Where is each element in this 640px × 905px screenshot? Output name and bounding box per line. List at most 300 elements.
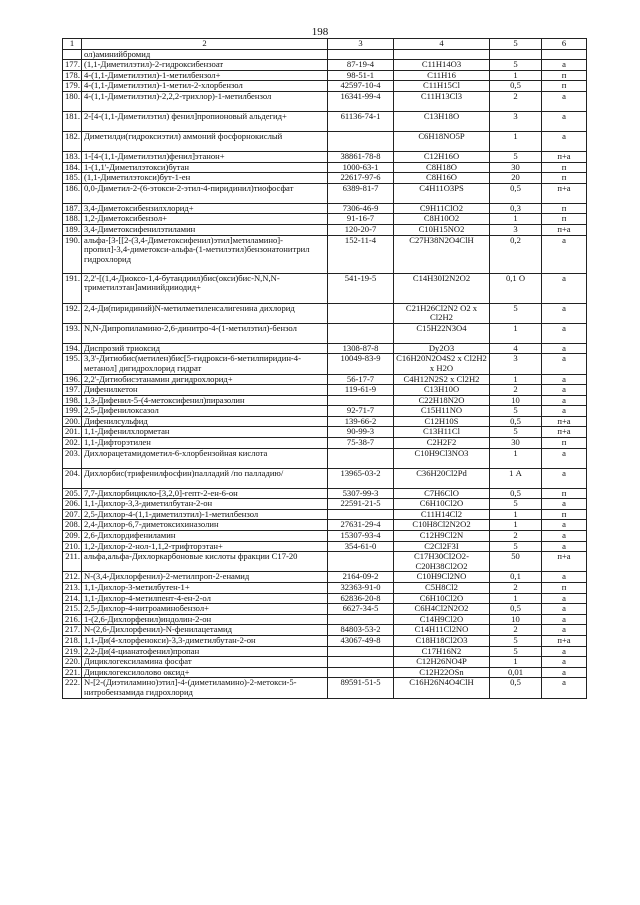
- number-cell: 191.: [63, 273, 82, 303]
- value-cell: 2: [490, 531, 542, 542]
- cas-cell: 1000-63-1: [328, 162, 394, 173]
- table-row: [63, 60, 587, 71]
- formula-cell: C12H10S: [394, 416, 490, 427]
- name-cell: Диметилди(гидроксиэтил) аммоний фосфорнокислый: [82, 131, 328, 151]
- class-cell: п+а: [542, 427, 587, 438]
- class-cell: а: [542, 235, 587, 273]
- name-cell: Дифенилсульфид: [82, 416, 328, 427]
- formula-cell: C10H9Cl2NO: [394, 572, 490, 583]
- cas-cell: 75-38-7: [328, 438, 394, 449]
- class-cell: а: [542, 374, 587, 385]
- cas-cell: 5307-99-3: [328, 488, 394, 499]
- cas-cell: 56-17-7: [328, 374, 394, 385]
- table-row: [63, 406, 587, 417]
- formula-cell: C2Cl2F3I: [394, 541, 490, 552]
- table-row: [63, 593, 587, 604]
- name-cell: 2,5-Дихлор-4-нитроаминобензол+: [82, 604, 328, 615]
- number-cell: 205.: [63, 488, 82, 499]
- formula-cell: C21H26Cl2N2 O2 x Cl2H2: [394, 303, 490, 323]
- class-cell: а: [542, 111, 587, 131]
- class-cell: п: [542, 173, 587, 184]
- formula-cell: C17H30Cl2O2-C20H38Cl2O2: [394, 552, 490, 572]
- number-cell: 193.: [63, 323, 82, 343]
- cas-cell: [328, 303, 394, 323]
- class-cell: п: [542, 583, 587, 594]
- formula-cell: C12H16O: [394, 151, 490, 162]
- formula-cell: [394, 49, 490, 60]
- cas-cell: 61136-74-1: [328, 111, 394, 131]
- value-cell: 1: [490, 131, 542, 151]
- name-cell: (1,1-Диметилэтокси)бут-1-ен: [82, 173, 328, 184]
- name-cell: 1,1-Дифторэтилен: [82, 438, 328, 449]
- formula-cell: C14H30I2N2O2: [394, 273, 490, 303]
- number-cell: 206.: [63, 499, 82, 510]
- formula-cell: C6H4Cl2N2O2: [394, 604, 490, 615]
- table-row: [63, 91, 587, 111]
- number-cell: 214.: [63, 593, 82, 604]
- number-cell: 220.: [63, 657, 82, 668]
- value-cell: 5: [490, 427, 542, 438]
- value-cell: 0,2: [490, 235, 542, 273]
- cas-cell: 6389-81-7: [328, 183, 394, 203]
- formula-cell: C10H15NO2: [394, 224, 490, 235]
- table-row: [63, 614, 587, 625]
- class-cell: а: [542, 323, 587, 343]
- cas-cell: [328, 614, 394, 625]
- cas-cell: 15307-93-4: [328, 531, 394, 542]
- cas-cell: 92-71-7: [328, 406, 394, 417]
- name-cell: N-(3,4-Дихлорфенил)-2-метилпроп-2-енамид: [82, 572, 328, 583]
- class-cell: а: [542, 385, 587, 396]
- formula-cell: C10H9Cl3NO3: [394, 448, 490, 468]
- class-cell: [542, 49, 587, 60]
- name-cell: 2,2'-Дитиобисэтанамин дигидрохлорид+: [82, 374, 328, 385]
- cas-cell: [328, 395, 394, 406]
- number-cell: 198.: [63, 395, 82, 406]
- cas-cell: [328, 552, 394, 572]
- value-cell: 1: [490, 520, 542, 531]
- cas-cell: 152-11-4: [328, 235, 394, 273]
- number-cell: 197.: [63, 385, 82, 396]
- table-row: [63, 678, 587, 698]
- cas-cell: 27631-29-4: [328, 520, 394, 531]
- table-row: [63, 151, 587, 162]
- cas-cell: [328, 509, 394, 520]
- table-row: [63, 173, 587, 184]
- table-row: [63, 323, 587, 343]
- value-cell: 30: [490, 438, 542, 449]
- formula-cell: C11H15Cl: [394, 81, 490, 92]
- class-cell: а: [542, 520, 587, 531]
- value-cell: 5: [490, 303, 542, 323]
- table-row: [63, 604, 587, 615]
- table-row: [63, 509, 587, 520]
- number-cell: 182.: [63, 131, 82, 151]
- name-cell: N-(2,6-Дихлорфенил)-N-фенилацетамид: [82, 625, 328, 636]
- class-cell: п: [542, 81, 587, 92]
- number-cell: 195.: [63, 354, 82, 374]
- table-row: [63, 635, 587, 646]
- value-cell: 0,5: [490, 81, 542, 92]
- table-row: [63, 81, 587, 92]
- formula-cell: C6H10Cl2O: [394, 593, 490, 604]
- table-row: [63, 520, 587, 531]
- value-cell: 0,5: [490, 604, 542, 615]
- number-cell: 180.: [63, 91, 82, 111]
- number-cell: 203.: [63, 448, 82, 468]
- name-cell: N-[2-(Диэтиламино)этил]-4-(диметиламино)-2-метокси-5-нитробензамида гидрохлорид: [82, 678, 328, 698]
- value-cell: 10: [490, 614, 542, 625]
- name-cell: 4-(1,1-Диметилэтил)-2,2,2-трихлор)-1-метилбензол: [82, 91, 328, 111]
- table-row: [63, 488, 587, 499]
- cas-cell: [328, 657, 394, 668]
- class-cell: а: [542, 531, 587, 542]
- formula-cell: C11H14Cl2: [394, 509, 490, 520]
- name-cell: 1,2-Дихлор-2-нол-1,1,2-трифторэтан+: [82, 541, 328, 552]
- number-cell: 185.: [63, 173, 82, 184]
- name-cell: 1,1-Дихлор-3-метилбутен-1+: [82, 583, 328, 594]
- value-cell: 0,5: [490, 488, 542, 499]
- class-cell: п+а: [542, 224, 587, 235]
- name-cell: 4-(1,1-Диметилэтил)-1-метил-2-хлорбензол: [82, 81, 328, 92]
- formula-cell: C13H11Cl: [394, 427, 490, 438]
- header-cell: 3: [328, 39, 394, 50]
- class-cell: а: [542, 593, 587, 604]
- formula-cell: C22H18N2O: [394, 395, 490, 406]
- class-cell: а: [542, 614, 587, 625]
- formula-cell: C15H22N3O4: [394, 323, 490, 343]
- class-cell: п+а: [542, 183, 587, 203]
- name-cell: 1,1-Ди(4-хлорфенокси)-3,3-диметилбутан-2-он: [82, 635, 328, 646]
- table-row: [63, 354, 587, 374]
- formula-cell: C36H20Cl2Pd: [394, 468, 490, 488]
- table-row: [63, 468, 587, 488]
- value-cell: 1: [490, 509, 542, 520]
- number-cell: 178.: [63, 70, 82, 81]
- value-cell: 0,5: [490, 183, 542, 203]
- number-cell: 213.: [63, 583, 82, 594]
- cas-cell: 119-61-9: [328, 385, 394, 396]
- cas-cell: 6627-34-5: [328, 604, 394, 615]
- cas-cell: [328, 667, 394, 678]
- cas-cell: 84803-53-2: [328, 625, 394, 636]
- class-cell: п: [542, 488, 587, 499]
- cas-cell: 1308-87-8: [328, 343, 394, 354]
- cas-cell: 62836-20-8: [328, 593, 394, 604]
- name-cell: 4-(1,1-Диметилэтил)-1-метилбензол+: [82, 70, 328, 81]
- name-cell: 2,5-Дифенилоксазол: [82, 406, 328, 417]
- table-row: [63, 214, 587, 225]
- value-cell: 10: [490, 395, 542, 406]
- number-cell: 183.: [63, 151, 82, 162]
- table-row: [63, 183, 587, 203]
- number-cell: 210.: [63, 541, 82, 552]
- table-row: [63, 448, 587, 468]
- class-cell: а: [542, 468, 587, 488]
- formula-cell: C13H18O: [394, 111, 490, 131]
- table-row: [63, 162, 587, 173]
- formula-cell: C12H26NO4P: [394, 657, 490, 668]
- value-cell: 5: [490, 541, 542, 552]
- class-cell: а: [542, 60, 587, 71]
- table-row: [63, 646, 587, 657]
- number-cell: 184.: [63, 162, 82, 173]
- class-cell: п: [542, 162, 587, 173]
- number-cell: 177.: [63, 60, 82, 71]
- cas-cell: 2164-09-2: [328, 572, 394, 583]
- number-cell: 181.: [63, 111, 82, 131]
- class-cell: п+а: [542, 552, 587, 572]
- name-cell: Дихлорбис(трифенилфосфин)палладий /по палладию/: [82, 468, 328, 488]
- value-cell: 5: [490, 60, 542, 71]
- value-cell: 0,1 О: [490, 273, 542, 303]
- value-cell: 1: [490, 214, 542, 225]
- name-cell: 1-[4-(1,1-Диметилэтил)фенил]этанон+: [82, 151, 328, 162]
- cas-cell: 120-20-7: [328, 224, 394, 235]
- class-cell: а: [542, 657, 587, 668]
- number-cell: 211.: [63, 552, 82, 572]
- table-row: [63, 111, 587, 131]
- table-row: [63, 583, 587, 594]
- table-row: [63, 531, 587, 542]
- value-cell: 2: [490, 91, 542, 111]
- name-cell: Дифенилкетон: [82, 385, 328, 396]
- value-cell: 4: [490, 343, 542, 354]
- formula-cell: C17H16N2: [394, 646, 490, 657]
- class-cell: а: [542, 131, 587, 151]
- table-row: [63, 395, 587, 406]
- formula-cell: C9H11ClO2: [394, 203, 490, 214]
- table-row: [63, 657, 587, 668]
- table-row: [63, 303, 587, 323]
- header-cell: 6: [542, 39, 587, 50]
- formula-cell: C16H26N4O4ClH: [394, 678, 490, 698]
- number-cell: 216.: [63, 614, 82, 625]
- class-cell: п+а: [542, 416, 587, 427]
- number-cell: 194.: [63, 343, 82, 354]
- class-cell: п: [542, 70, 587, 81]
- formula-cell: C12H22OSn: [394, 667, 490, 678]
- name-cell: 1,2-Диметоксибензол+: [82, 214, 328, 225]
- value-cell: 5: [490, 151, 542, 162]
- name-cell: 1,3-Дифенил-5-(4-метоксифенил)пиразолин: [82, 395, 328, 406]
- formula-cell: Dy2O3: [394, 343, 490, 354]
- value-cell: 3: [490, 224, 542, 235]
- formula-cell: C14H9Cl2O: [394, 614, 490, 625]
- value-cell: 0,5: [490, 416, 542, 427]
- cas-cell: 38861-78-8: [328, 151, 394, 162]
- class-cell: а: [542, 395, 587, 406]
- number-cell: 219.: [63, 646, 82, 657]
- cas-cell: 87-19-4: [328, 60, 394, 71]
- number-cell: 189.: [63, 224, 82, 235]
- substance-table: [62, 38, 587, 699]
- number-cell: 221.: [63, 667, 82, 678]
- number-cell: 209.: [63, 531, 82, 542]
- class-cell: п+а: [542, 635, 587, 646]
- name-cell: 1,1-Дихлор-4-метилпент-4-ен-2-ол: [82, 593, 328, 604]
- table-row: [63, 499, 587, 510]
- value-cell: 5: [490, 646, 542, 657]
- class-cell: а: [542, 448, 587, 468]
- class-cell: а: [542, 572, 587, 583]
- number-cell: 208.: [63, 520, 82, 531]
- cas-cell: 7306-46-9: [328, 203, 394, 214]
- value-cell: 1 А: [490, 468, 542, 488]
- name-cell: 3,3'-Дитиобис(метилен)бис[5-гидрокси-6-метилпиридин-4-метанол] дигидрохлорид гидрат: [82, 354, 328, 374]
- table-row: [63, 224, 587, 235]
- formula-cell: C10H8Cl2N2O2: [394, 520, 490, 531]
- value-cell: 0,1: [490, 572, 542, 583]
- name-cell: ол)аминийбромид: [82, 49, 328, 60]
- value-cell: 0,01: [490, 667, 542, 678]
- number-cell: 188.: [63, 214, 82, 225]
- header-cell: 4: [394, 39, 490, 50]
- table-row: [63, 625, 587, 636]
- header-cell: 1: [63, 39, 82, 50]
- value-cell: 2: [490, 625, 542, 636]
- value-cell: 1: [490, 593, 542, 604]
- number-cell: 200.: [63, 416, 82, 427]
- name-cell: Диспрозий триоксид: [82, 343, 328, 354]
- number-cell: 179.: [63, 81, 82, 92]
- name-cell: Дихлорацетамидометил-6-хлорбензойная кислота: [82, 448, 328, 468]
- formula-cell: C8H16O: [394, 173, 490, 184]
- formula-cell: C11H13Cl3: [394, 91, 490, 111]
- class-cell: а: [542, 303, 587, 323]
- cas-cell: 354-61-0: [328, 541, 394, 552]
- table-row: [63, 541, 587, 552]
- name-cell: 2,6-Дихлордифениламин: [82, 531, 328, 542]
- name-cell: 3,4-Диметоксифенилэтиламин: [82, 224, 328, 235]
- number-cell: 187.: [63, 203, 82, 214]
- name-cell: 1-(2,6-Дихлорфенил)индолин-2-он: [82, 614, 328, 625]
- value-cell: 1: [490, 657, 542, 668]
- formula-cell: C5H8Cl2: [394, 583, 490, 594]
- table-row: [63, 438, 587, 449]
- table-row: [63, 343, 587, 354]
- number-cell: 217.: [63, 625, 82, 636]
- value-cell: 30: [490, 162, 542, 173]
- name-cell: 2,4-Дихлор-6,7-диметоксихиназолин: [82, 520, 328, 531]
- value-cell: 1: [490, 448, 542, 468]
- number-cell: [63, 49, 82, 60]
- formula-cell: C7H6ClO: [394, 488, 490, 499]
- number-cell: 186.: [63, 183, 82, 203]
- number-cell: 204.: [63, 468, 82, 488]
- class-cell: а: [542, 343, 587, 354]
- table-row: [63, 572, 587, 583]
- value-cell: 0,5: [490, 678, 542, 698]
- cas-cell: [328, 49, 394, 60]
- name-cell: 7,7-Дихлорбицикло-[3,2,0]-гепт-2-ен-6-он: [82, 488, 328, 499]
- cas-cell: 541-19-5: [328, 273, 394, 303]
- number-cell: 201.: [63, 427, 82, 438]
- formula-cell: C16H20N2O4S2 x Cl2H2 x H2O: [394, 354, 490, 374]
- formula-cell: C6H18NO5P: [394, 131, 490, 151]
- header-cell: 2: [82, 39, 328, 50]
- formula-cell: C8H10O2: [394, 214, 490, 225]
- cas-cell: 90-99-3: [328, 427, 394, 438]
- class-cell: а: [542, 91, 587, 111]
- class-cell: п: [542, 214, 587, 225]
- formula-cell: C18H18Cl2O3: [394, 635, 490, 646]
- name-cell: 1,1-Дихлор-3,3-диметилбутан-2-он: [82, 499, 328, 510]
- name-cell: 0,0-Диметил-2-(6-этокси-2-этил-4-пиридинил)тиофосфат: [82, 183, 328, 203]
- table-row: [63, 131, 587, 151]
- name-cell: Дициклогексиламина фосфат: [82, 657, 328, 668]
- class-cell: а: [542, 541, 587, 552]
- class-cell: а: [542, 499, 587, 510]
- cas-cell: [328, 646, 394, 657]
- value-cell: 3: [490, 354, 542, 374]
- number-cell: 215.: [63, 604, 82, 615]
- cas-cell: 13965-03-2: [328, 468, 394, 488]
- cas-cell: 42597-10-4: [328, 81, 394, 92]
- value-cell: 3: [490, 111, 542, 131]
- value-cell: 20: [490, 173, 542, 184]
- cas-cell: [328, 323, 394, 343]
- formula-cell: C4H11O3PS: [394, 183, 490, 203]
- number-cell: 222.: [63, 678, 82, 698]
- table-row: [63, 203, 587, 214]
- number-cell: 199.: [63, 406, 82, 417]
- cas-cell: [328, 448, 394, 468]
- name-cell: 2,2-Ди(4-цианатофенил)пропан: [82, 646, 328, 657]
- value-cell: 5: [490, 406, 542, 417]
- name-cell: 2-[4-(1,1-Диметилэтил) фенил]пропионовый альдегид+: [82, 111, 328, 131]
- class-cell: а: [542, 625, 587, 636]
- name-cell: 1-(1,1'-Диметилэтокси)бутан: [82, 162, 328, 173]
- formula-cell: C11H16: [394, 70, 490, 81]
- class-cell: а: [542, 604, 587, 615]
- continuation-row: [63, 49, 587, 60]
- name-cell: 1,1-Дифенилхлорметан: [82, 427, 328, 438]
- class-cell: а: [542, 667, 587, 678]
- number-cell: 190.: [63, 235, 82, 273]
- value-cell: 1: [490, 323, 542, 343]
- name-cell: N,N-Дипропиламино-2,6-динитро-4-(1-метилэтил)-бензол: [82, 323, 328, 343]
- class-cell: п: [542, 509, 587, 520]
- cas-cell: 22617-97-6: [328, 173, 394, 184]
- table-row: [63, 552, 587, 572]
- class-cell: а: [542, 646, 587, 657]
- number-cell: 212.: [63, 572, 82, 583]
- name-cell: 3,4-Диметоксибензилхлорид+: [82, 203, 328, 214]
- class-cell: п: [542, 438, 587, 449]
- cas-cell: 16341-99-4: [328, 91, 394, 111]
- class-cell: а: [542, 406, 587, 417]
- value-cell: 2: [490, 385, 542, 396]
- cas-cell: 43067-49-8: [328, 635, 394, 646]
- cas-cell: 22591-21-5: [328, 499, 394, 510]
- class-cell: а: [542, 354, 587, 374]
- cas-cell: 89591-51-5: [328, 678, 394, 698]
- header-cell: 5: [490, 39, 542, 50]
- formula-cell: C27H38N2O4ClH: [394, 235, 490, 273]
- number-cell: 202.: [63, 438, 82, 449]
- number-cell: 192.: [63, 303, 82, 323]
- number-cell: 218.: [63, 635, 82, 646]
- name-cell: (1,1-Диметилэтил)-2-гидроксибензоат: [82, 60, 328, 71]
- page-number: 198: [311, 26, 329, 38]
- value-cell: 1: [490, 70, 542, 81]
- formula-cell: C15H11NO: [394, 406, 490, 417]
- table-row: [63, 385, 587, 396]
- cas-cell: 91-16-7: [328, 214, 394, 225]
- table-row: [63, 70, 587, 81]
- formula-cell: C2H2F2: [394, 438, 490, 449]
